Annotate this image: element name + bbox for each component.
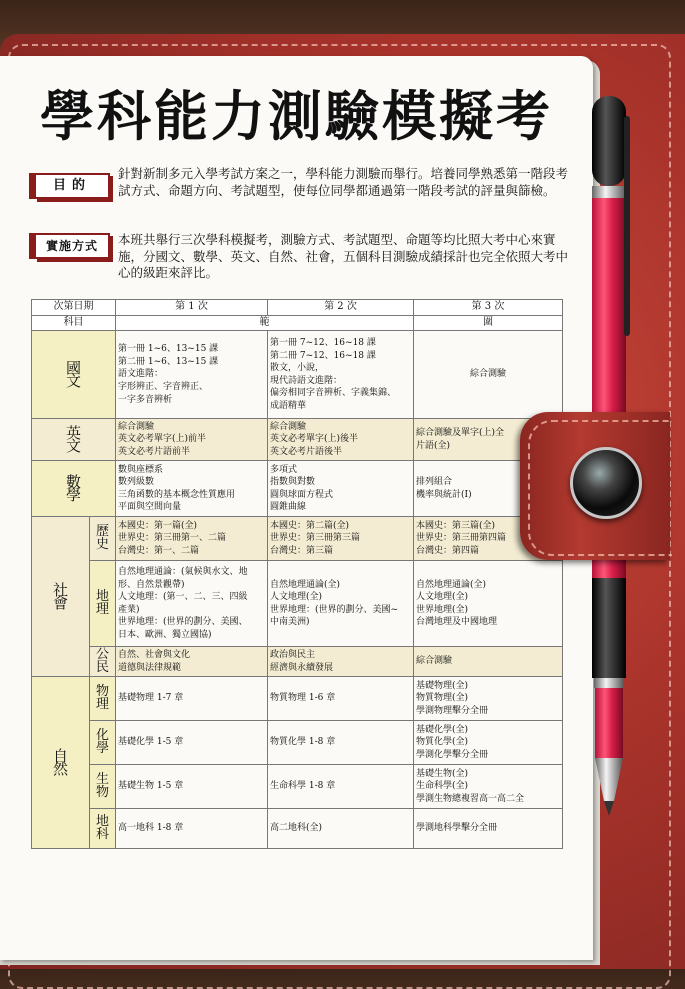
subject-english: 英 文 <box>32 419 116 461</box>
cell-physics-1: 基礎物理 1-7 章 <box>116 677 268 721</box>
page-title: 學科能力測驗模擬考 <box>40 85 553 148</box>
cell-chinese-1: 第一冊 1~6、13~15 課 第二冊 1~6、13~15 課 語文進階： 字形辨正、字音辨正、 一字多音辨析 <box>116 331 268 419</box>
cell-biology-3: 基礎生物(全) 生命科學(全) 學測生物總複習高一高二全 <box>414 765 563 809</box>
cell-geography-3: 自然地理通論(全) 人文地理(全) 世界地理(全) 台灣地理及中國地理 <box>414 561 563 647</box>
cell-civics-1: 自然、社會與文化 道德與法律規範 <box>116 647 268 677</box>
header-range-1: 範 <box>116 315 414 331</box>
cell-geography-2: 自然地理通論(全) 人文地理(全) 世界地理：(世界的劃分、美國~ 中南美洲) <box>268 561 414 647</box>
cell-english-3: 綜合測驗及單字(上)全 片語(全) <box>414 419 563 461</box>
subject-earth: 地 科 <box>90 809 116 849</box>
implementation-label: 實施方式 <box>34 233 110 259</box>
header-exam-1: 第 1 次 <box>116 300 268 316</box>
cell-history-1: 本國史：第一篇(全) 世界史：第三冊第一、二篇 台灣史：第一、二篇 <box>116 517 268 561</box>
header-exam-2: 第 2 次 <box>268 300 414 316</box>
schedule-table <box>31 299 563 849</box>
table-row-chemistry <box>32 721 563 765</box>
table-row-physics <box>32 677 563 721</box>
table-row-geography <box>32 561 563 647</box>
cell-geography-1: 自然地理通論：(氣候與水文、地 形、自然景觀帶) 人文地理：(第一、二、三、四級 產業) 世界地理：(世界的劃分、美國、 日本、歐洲、獨立國協) <box>116 561 268 647</box>
cell-history-2: 本國史：第二篇(全) 世界史：第三冊第三篇 台灣史：第三篇 <box>268 517 414 561</box>
cell-chinese-3: 綜合測驗 <box>414 331 563 419</box>
cell-history-3: 本國史：第三篇(全) 世界史：第三冊第四篇 台灣史：第四篇 <box>414 517 563 561</box>
cell-chemistry-1: 基礎化學 1-5 章 <box>116 721 268 765</box>
header-range-2: 圍 <box>414 315 563 331</box>
table-row-history <box>32 517 563 561</box>
cell-math-2: 多項式 指數與對數 圓與球面方程式 圓錐曲線 <box>268 461 414 517</box>
table-row-earth <box>32 809 563 849</box>
cell-chemistry-2: 物質化學 1-8 章 <box>268 721 414 765</box>
subject-math: 數 學 <box>32 461 116 517</box>
subject-science: 自 然 <box>32 677 90 849</box>
subject-biology: 生 物 <box>90 765 116 809</box>
table-row-civics <box>32 647 563 677</box>
implementation-text: 本班共舉行三次學科模擬考，測驗方式、考試題型、命題等均比照大考中心來實施，分國文、數學、英文、自然、社會，五個科目測驗成績採計也完全依照大考中心的級距來評比。 <box>118 232 569 280</box>
cell-biology-1: 基礎生物 1-5 章 <box>116 765 268 809</box>
header-exam-3: 第 3 次 <box>414 300 563 316</box>
cell-chinese-2: 第一冊 7~12、16~18 課 第二冊 7~12、16~18 課 散文，小說， 現代詩語文進階： 偏旁相同字音辨析、字義集錦、 成語精華 <box>268 331 414 419</box>
cell-earth-1: 高一地科 1-8 章 <box>116 809 268 849</box>
cell-english-1: 綜合測驗 英文必考單字(上)前半 英文必考片語前半 <box>116 419 268 461</box>
purpose-label: 目的 <box>34 173 110 199</box>
table-row-chinese <box>32 331 563 419</box>
cell-civics-3: 綜合測驗 <box>414 647 563 677</box>
subject-history: 歷 史 <box>90 517 116 561</box>
snap-button <box>570 447 642 519</box>
table-row-biology <box>32 765 563 809</box>
cell-english-2: 綜合測驗 英文必考單字(上)後半 英文必考片語後半 <box>268 419 414 461</box>
cell-earth-3: 學測地科學擊分全冊 <box>414 809 563 849</box>
subject-social: 社 會 <box>32 517 90 677</box>
table-row-math <box>32 461 563 517</box>
subject-geography: 地 理 <box>90 561 116 647</box>
subject-chemistry: 化 學 <box>90 721 116 765</box>
table-row-english <box>32 419 563 461</box>
subject-civics: 公 民 <box>90 647 116 677</box>
cell-physics-2: 物質物理 1-6 章 <box>268 677 414 721</box>
cell-physics-3: 基礎物理(全) 物質物理(全) 學測物理擊分全冊 <box>414 677 563 721</box>
cell-math-1: 數與座標系 數列級數 三角函數的基本概念性質應用 平面與空間向量 <box>116 461 268 517</box>
cell-biology-2: 生命科學 1-8 章 <box>268 765 414 809</box>
subject-physics: 物 理 <box>90 677 116 721</box>
cell-earth-2: 高二地科(全) <box>268 809 414 849</box>
header-subject: 科目 <box>32 315 116 331</box>
header-row-dates <box>32 300 563 316</box>
subject-chinese: 國 文 <box>32 331 116 419</box>
cell-math-3: 排列組合 機率與統計(I) <box>414 461 563 517</box>
header-row-subjects <box>32 315 563 331</box>
cell-civics-2: 政治與民主 經濟與永續發展 <box>268 647 414 677</box>
purpose-text: 針對新制多元入學考試方案之一，學科能力測驗而舉行。培養同學熟悉第一階段考試方式、命題方向、考試題型，使每位同學都通過第一階段考試的評量與篩檢。 <box>118 166 569 198</box>
header-dates: 次第日期 <box>32 300 116 316</box>
cell-chemistry-3: 基礎化學(全) 物質化學(全) 學測化學擊分全冊 <box>414 721 563 765</box>
